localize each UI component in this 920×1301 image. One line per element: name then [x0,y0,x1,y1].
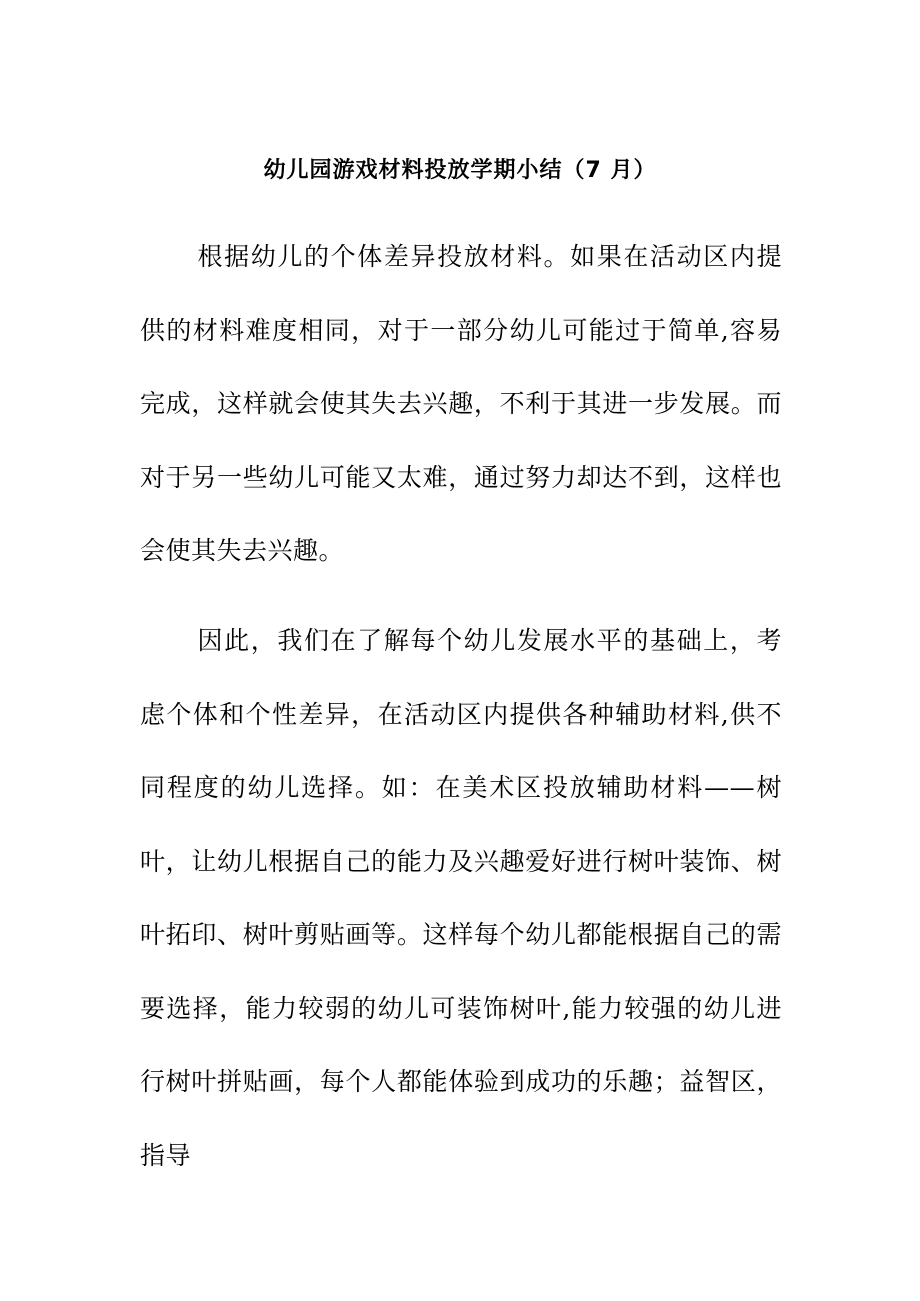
document-title: 幼儿园游戏材料投放学期小结（7 月） [263,158,657,183]
paragraph-2: 因此，我们在了解每个幼儿发展水平的基础上，考虑个体和个性差异，在活动区内提供各种辅助材料,供不同程度的幼儿选择。如：在美术区投放辅助材料——树叶，让幼儿根据自己的能力及兴趣爱好进行树叶装饰、树叶拓印、树叶剪贴画等。这样每个幼儿都能根据自己的需要选择，能力较弱的幼儿可装饰树叶,能力较强的幼儿进行树叶拼贴画，每个人都能体验到成功的乐趣；益智区，指导 [140,626,782,1170]
paragraph-1: 根据幼儿的个体差异投放材料。如果在活动区内提供的材料难度相同，对于一部分幼儿可能过于简单,容易完成，这样就会使其失去兴趣，不利于其进一步发展。而对于另一些幼儿可能又太难，通过努力却达不到，这样也会使其失去兴趣。 [140,242,782,565]
